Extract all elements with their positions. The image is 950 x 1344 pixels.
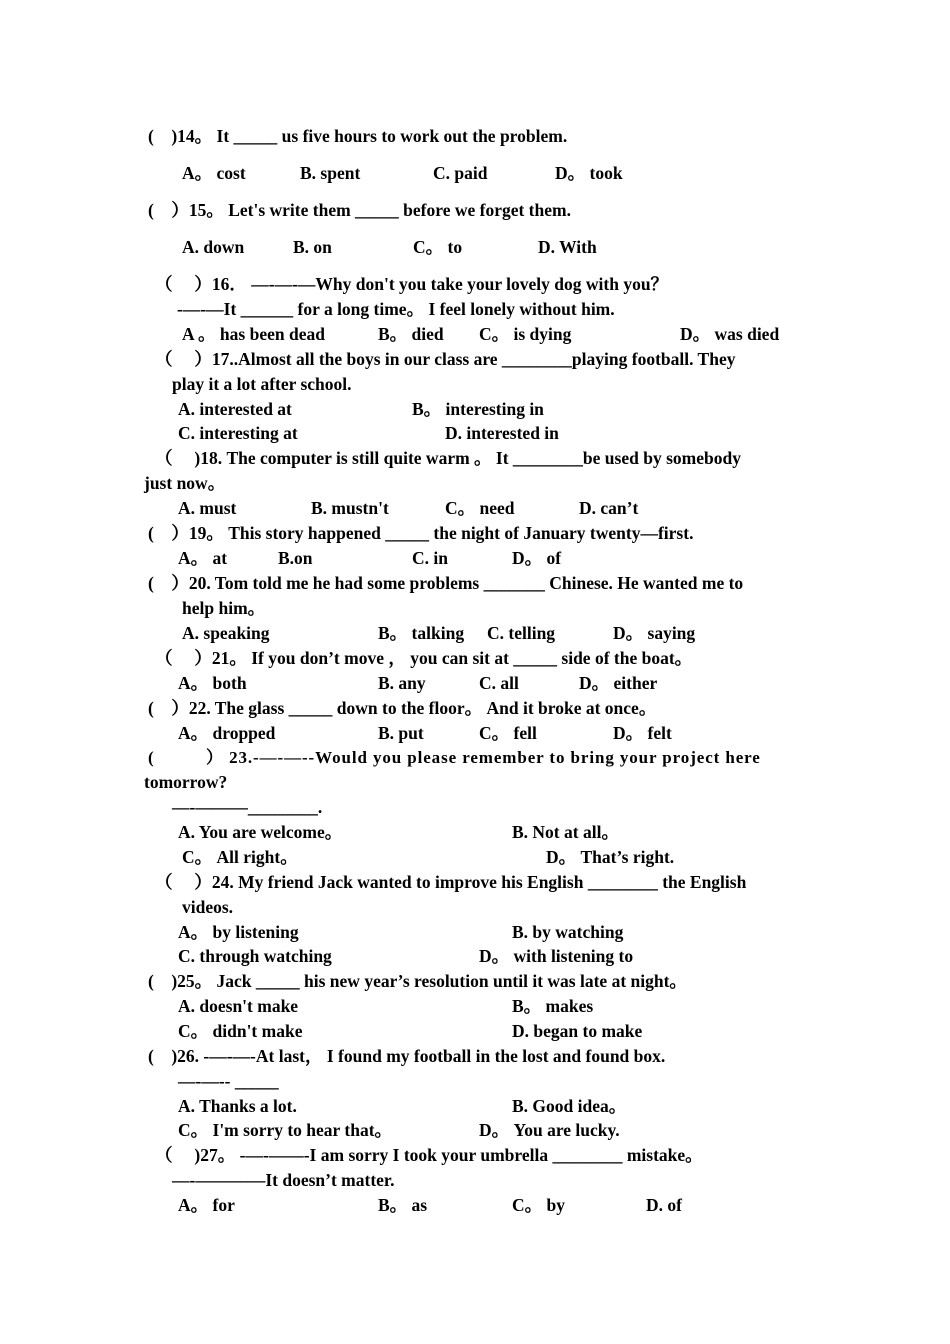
question-20-stem-line-2: help him。 [182,598,266,618]
question-25-option-a: A. doesn't make [178,996,299,1016]
question-14-option-d: D。 took [555,163,623,183]
question-27-option-b: B。 as [378,1195,428,1215]
question-25-stem: ( )25。 Jack _____ his new year’s resolution until it was late at night。 [148,971,687,991]
question-25-option-c: C。 didn't make [178,1021,303,1041]
question-17-option-b: B。 interesting in [412,399,544,419]
question-20-option-c: C. telling [487,623,556,643]
question-15-option-b: B. on [293,237,332,257]
question-14-option-a: A。 cost [182,163,246,183]
question-26-option-c: C。 I'm sorry to hear that。 [178,1120,393,1140]
question-19-option-a: A。 at [178,548,228,568]
question-26-option-d: D。 You are lucky. [479,1120,620,1140]
question-19-option-c: C. in [412,548,448,568]
question-15-option-a: A. down [182,237,245,257]
question-24-option-d: D。 with listening to [479,946,634,966]
question-21-option-b: B. any [378,673,426,693]
question-21-option-d: D。 either [579,673,658,693]
question-26-option-b: B. Good idea。 [512,1096,627,1116]
question-22-stem: ( ）22. The glass _____ down to the floor。 And it broke at once。 [148,698,657,718]
question-14-stem: ( )14。 It _____ us five hours to work out the problem. [148,126,568,146]
question-24-option-c: C. through watching [178,946,332,966]
question-18-option-b: B. mustn't [311,498,389,518]
question-16-option-a: A 。 has been dead [182,324,325,344]
question-15-option-d: D. With [538,237,597,257]
question-21-option-a: A。 both [178,673,247,693]
question-24-stem: （ ）24. My friend Jack wanted to improve his English ________ the English [155,872,747,892]
question-25-option-d: D. began to make [512,1021,643,1041]
question-16-stem: （ ）16． —-—-—Why don't you take your lovely dog with you？ [155,274,669,294]
question-27-option-c: C。 by [512,1195,565,1215]
question-17-option-c: C. interesting at [178,423,298,443]
question-15-option-c: C。 to [413,237,463,257]
question-18-stem: （ )18. The computer is still quite warm 。 It ________be used by somebody [155,448,741,468]
question-14-option-c: C. paid [433,163,488,183]
question-16-stem-line-2: -—-—It ______ for a long time。 I feel lonely without him. [177,299,615,319]
question-20-option-d: D。 saying [613,623,696,643]
question-17-stem: （ ）17..Almost all the boys in our class are ________playing football. They [155,349,736,369]
question-24-option-a: A。 by listening [178,922,299,942]
question-27-stem-line-2: —-————It doesn’t matter. [172,1170,395,1190]
question-24-option-b: B. by watching [512,922,624,942]
question-26-stem-line-2: —-—-- _____ [178,1071,279,1091]
question-23-stem-line-2: tomorrow? [144,772,228,792]
question-26-stem: ( )26. -—-—-At last， I found my football in the lost and found box. [148,1046,666,1066]
question-18-option-d: D. can’t [579,498,639,518]
question-19-option-d: D。 of [512,548,562,568]
question-23-option-d: D。 That’s right. [546,847,675,867]
question-22-option-a: A。 dropped [178,723,276,743]
question-16-option-d: D。 was died [680,324,780,344]
question-16-option-c: C。 is dying [479,324,572,344]
question-21-option-c: C. all [479,673,519,693]
question-16-option-b: B。 died [378,324,444,344]
question-23-option-c: C。 All right。 [182,847,298,867]
question-27-option-a: A。 for [178,1195,235,1215]
question-23-option-a: A. You are welcome。 [178,822,343,842]
question-23-stem-line-3: —-———________. [172,797,323,817]
question-17-option-a: A. interested at [178,399,292,419]
question-20-option-b: B。 talking [378,623,465,643]
question-27-option-d: D. of [646,1195,682,1215]
question-17-stem-line-2: play it a lot after school. [172,374,352,394]
question-25-option-b: B。 makes [512,996,594,1016]
question-22-option-c: C。 fell [479,723,537,743]
question-15-stem: ( ）15。 Let's write them _____ before we forget them. [148,200,571,220]
question-20-stem: ( ）20. Tom told me he had some problems _______ Chinese. He wanted me to [148,573,744,593]
question-18-option-c: C。 need [445,498,515,518]
question-14-option-b: B. spent [300,163,361,183]
question-26-option-a: A. Thanks a lot. [178,1096,297,1116]
question-23-option-b: B. Not at all。 [512,822,619,842]
question-19-stem: ( ）19。 This story happened _____ the night of January twenty—first. [148,523,694,543]
question-24-stem-line-2: videos. [182,897,234,917]
question-22-option-b: B. put [378,723,424,743]
question-18-option-a: A. must [178,498,237,518]
question-22-option-d: D。 felt [613,723,672,743]
question-19-option-b: B.on [278,548,313,568]
question-18-stem-line-2: just now。 [144,473,226,493]
question-17-option-d: D. interested in [445,423,559,443]
question-27-stem: （ )27。 -—-——-I am sorry I took your umbrella ________ mistake。 [155,1145,703,1165]
question-21-stem: （ ）21。 If you don’t move ， you can sit at _____ side of the boat。 [155,648,693,668]
question-23-stem: ( ） 23.-—-—--Would you please remember to bring your project here [148,748,761,767]
question-20-option-a: A. speaking [182,623,270,643]
